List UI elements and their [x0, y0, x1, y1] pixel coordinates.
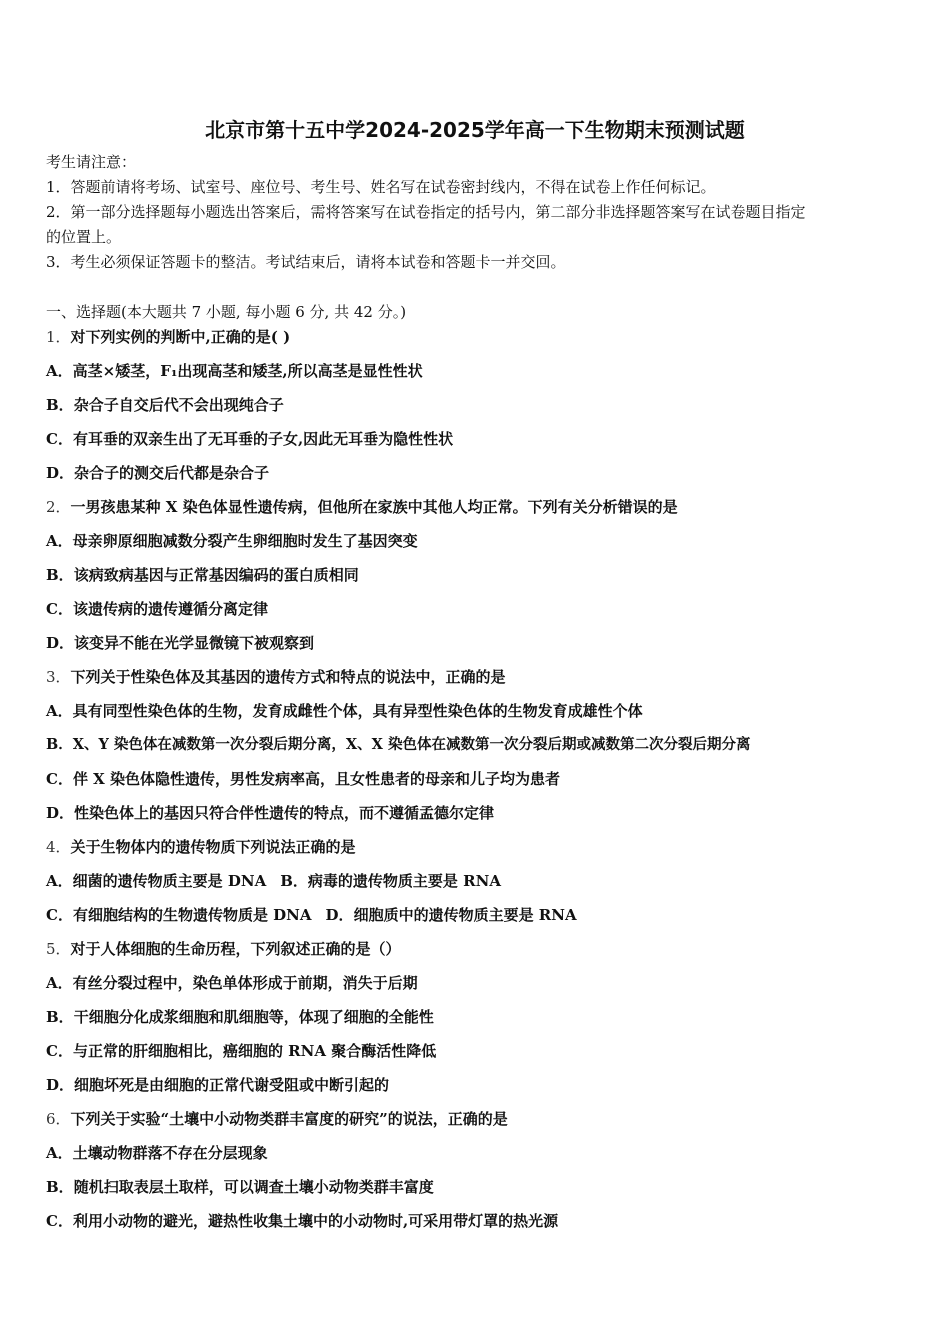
question-number: 2．: [46, 498, 71, 516]
option-label: A．: [46, 974, 73, 992]
notice-item: 2．第一部分选择题每小题选出答案后，需将答案写在试卷指定的括号内，第二部分非选择题答案写在试卷题目指定: [46, 203, 806, 221]
notice-item: 1．答题前请将考场、试室号、座位号、考生号、姓名写在试卷密封线内，不得在试卷上作任何标记。: [46, 178, 716, 196]
option-text: 细菌的遗传物质主要是 DNA: [72, 872, 267, 890]
option: [46, 532, 418, 550]
option: [46, 566, 359, 584]
option-label: A．: [46, 532, 73, 550]
option-label: C．: [46, 906, 73, 924]
option-label: D．: [46, 804, 75, 822]
option: [46, 804, 494, 822]
question-text: 关于生物体内的遗传物质下列说法正确的是: [70, 838, 356, 856]
option: [46, 1212, 558, 1230]
option: [46, 1076, 389, 1094]
option: [46, 1144, 268, 1162]
option-label: D．: [46, 1076, 75, 1094]
option-label: A．: [46, 362, 73, 380]
option-text: 杂合子自交后代不会出现纯合子: [73, 396, 284, 414]
option-label: B．: [46, 736, 73, 753]
option-label: A．: [46, 702, 73, 720]
option: [46, 974, 418, 992]
option-label: C．: [46, 1042, 73, 1060]
option: [46, 1042, 436, 1060]
option-label: B．: [280, 872, 308, 890]
option-text: 高茎×矮茎，F₁出现高茎和矮茎,所以高茎是显性性状: [72, 362, 423, 380]
question-text: 对下列实例的判断中,正确的是( ): [70, 328, 291, 346]
question-5: [46, 940, 401, 958]
option: [46, 770, 560, 788]
option-text: 母亲卵原细胞减数分裂产生卵细胞时发生了基因突变: [72, 532, 418, 550]
question-text: 下列关于实验“土壤中小动物类群丰富度的研究”的说法，正确的是: [70, 1110, 508, 1128]
option-text: 随机扫取表层土取样，可以调查土壤小动物类群丰富度: [73, 1178, 434, 1196]
option-text: 与正常的肝细胞相比，癌细胞的 RNA 聚合酶活性降低: [72, 1042, 437, 1060]
option: [46, 1008, 434, 1026]
option: [46, 430, 453, 448]
option-label: A．: [46, 872, 73, 890]
option-text: X、Y 染色体在减数第一次分裂后期分离，X、X 染色体在减数第一次分裂后期或减数第二次分裂后期分离: [72, 736, 751, 753]
option-row: [46, 906, 577, 924]
question-text: 一男孩患某种 X 染色体显性遗传病，但他所在家族中其他人均正常。下列有关分析错误的是: [70, 498, 678, 516]
question-number: 6．: [46, 1110, 71, 1128]
page-title: 北京市第十五中学2024-2025学年高一下生物期末预测试题: [205, 118, 745, 142]
option-text: 杂合子的测交后代都是杂合子: [74, 464, 270, 482]
notice-item: 的位置上。: [46, 228, 122, 246]
question-number: 5．: [46, 940, 71, 958]
option-row: [46, 872, 501, 890]
option-label: B．: [46, 396, 74, 414]
notice-heading: 考生请注意：: [46, 153, 137, 171]
option-text: 干细胞分化成浆细胞和肌细胞等，体现了细胞的全能性: [73, 1008, 434, 1026]
option-text: 性染色体上的基因只符合伴性遗传的特点，而不遵循孟德尔定律: [74, 804, 495, 822]
question-2: [46, 498, 678, 516]
option: [46, 1178, 434, 1196]
option-text: 有细胞结构的生物遗传物质是 DNA: [72, 906, 312, 924]
option-text: 病毒的遗传物质主要是 RNA: [307, 872, 501, 890]
question-number: 4．: [46, 838, 71, 856]
option-text: 细胞坏死是由细胞的正常代谢受阻或中断引起的: [74, 1076, 390, 1094]
question-4: [46, 838, 356, 856]
question-1: [46, 328, 290, 346]
option-text: 具有同型性染色体的生物，发育成雌性个体，具有异型性染色体的生物发育成雄性个体: [72, 702, 643, 720]
option-text: 细胞质中的遗传物质主要是 RNA: [353, 906, 577, 924]
option-label: D．: [325, 906, 354, 924]
option-label: D．: [46, 464, 75, 482]
option-label: C．: [46, 1212, 73, 1230]
option: [46, 362, 423, 380]
option-text: 该变异不能在光学显微镜下被观察到: [74, 634, 315, 652]
option-text: 土壤动物群落不存在分层现象: [72, 1144, 268, 1162]
option-label: B．: [46, 1008, 74, 1026]
notice-item: 3．考生必须保证答题卡的整洁。考试结束后，请将本试卷和答题卡一并交回。: [46, 253, 566, 271]
option-text: 利用小动物的避光，避热性收集土壤中的小动物时,可采用带灯罩的热光源: [72, 1212, 559, 1230]
question-6: [46, 1110, 508, 1128]
question-text: 下列关于性染色体及其基因的遗传方式和特点的说法中，正确的是: [70, 668, 506, 686]
option-text: 有丝分裂过程中，染色单体形成于前期，消失于后期: [72, 974, 418, 992]
option-text: 该遗传病的遗传遵循分离定律: [72, 600, 268, 618]
option-text: 有耳垂的双亲生出了无耳垂的子女,因此无耳垂为隐性性状: [72, 430, 454, 448]
question-number: 3．: [46, 668, 71, 686]
option: [46, 464, 269, 482]
option: [46, 702, 643, 720]
option-text: 伴 X 染色体隐性遗传，男性发病率高，且女性患者的母亲和儿子均为患者: [72, 770, 561, 788]
option-text: 该病致病基因与正常基因编码的蛋白质相同: [73, 566, 359, 584]
option-label: B．: [46, 566, 74, 584]
option: [46, 736, 750, 754]
option-label: C．: [46, 430, 73, 448]
option: [46, 600, 268, 618]
option-label: D．: [46, 634, 75, 652]
option-label: B．: [46, 1178, 74, 1196]
option-label: C．: [46, 770, 73, 788]
question-text: 对于人体细胞的生命历程，下列叙述正确的是（）: [70, 940, 401, 958]
option: [46, 396, 284, 414]
question-number: 1．: [46, 328, 71, 346]
option-label: C．: [46, 600, 73, 618]
question-3: [46, 668, 506, 686]
option-label: A．: [46, 1144, 73, 1162]
section-heading: 一、选择题(本大题共 7 小题, 每小题 6 分, 共 42 分。): [46, 303, 407, 321]
option: [46, 634, 314, 652]
